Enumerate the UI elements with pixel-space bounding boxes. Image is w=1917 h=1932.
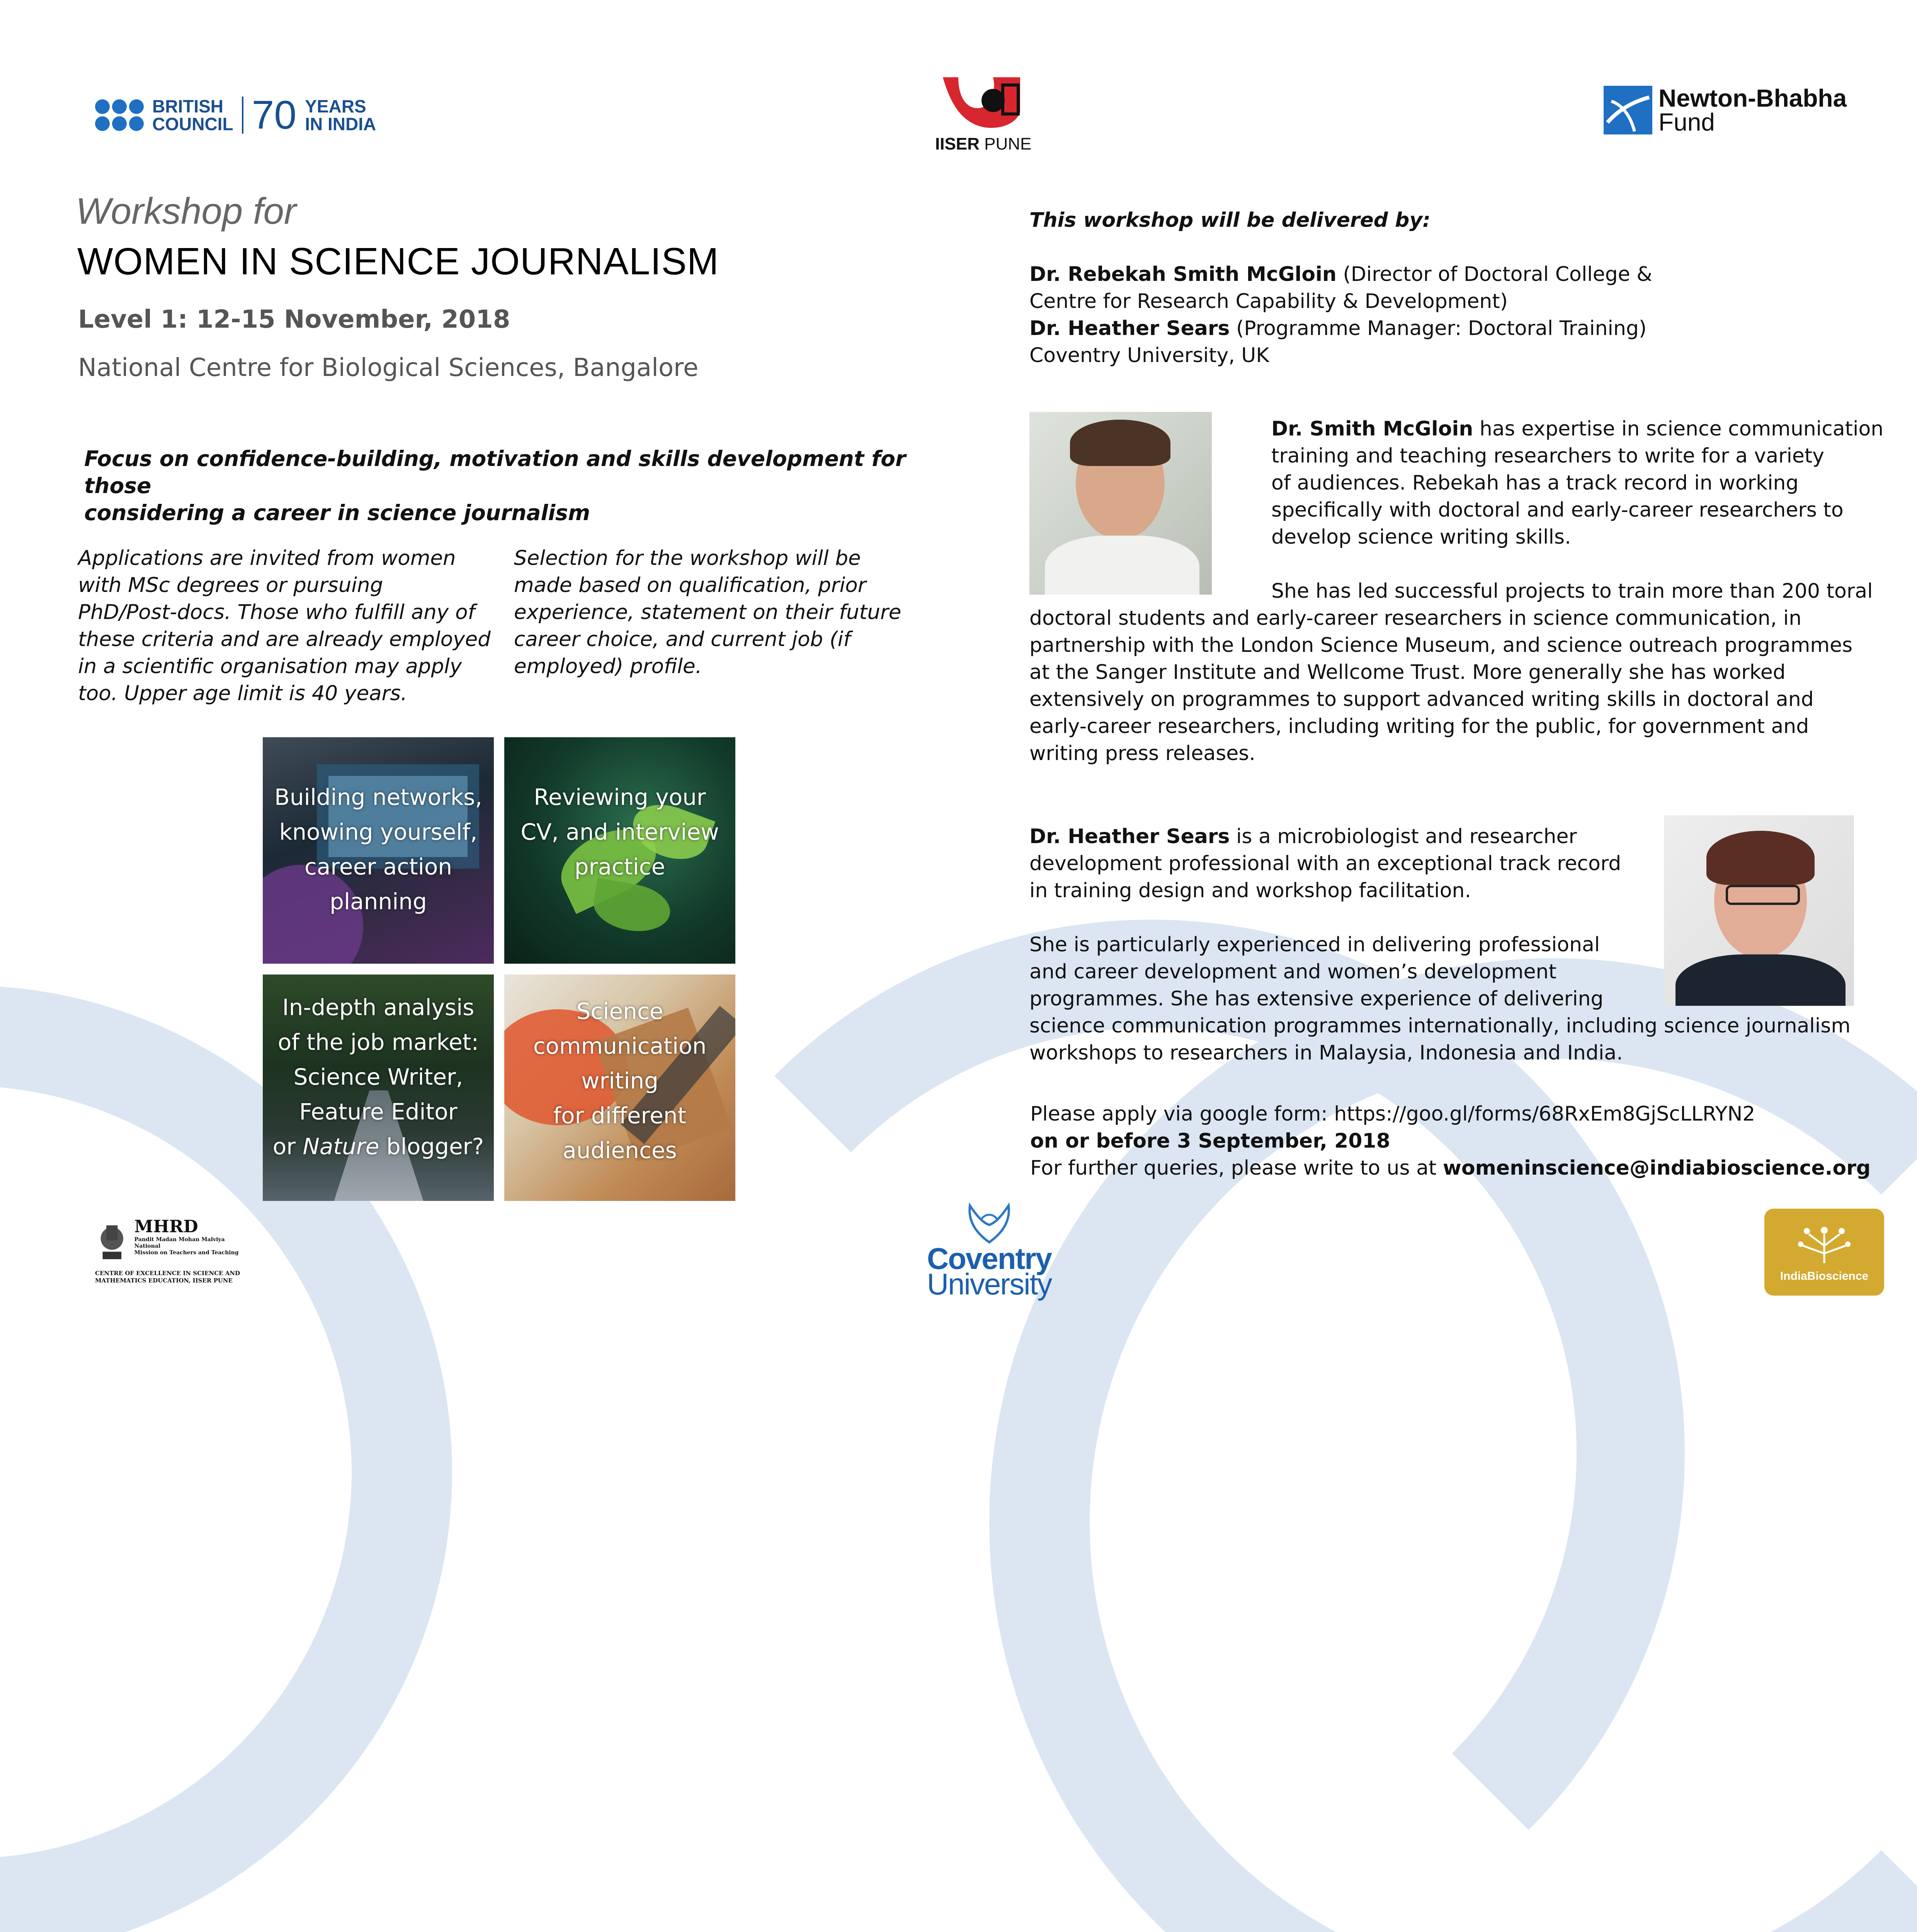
coventry-line2: University: [927, 1267, 1052, 1301]
bio-1-para2-line: extensively on programmes to support advanced writing skills in doctoral and: [1029, 688, 1814, 711]
bio-1-line: of audiences. Rebekah has a track record in working: [1271, 471, 1799, 495]
mhrd-logo: [95, 1217, 250, 1284]
bio-smith-mcgloin-para2: [1029, 578, 1895, 767]
bio-1-para2-line: partnership with the London Science Museum, and science outreach programmes: [1029, 634, 1853, 657]
coventry-line1: Coventry: [927, 1242, 1052, 1276]
tile-cv: [504, 737, 735, 964]
british-council-line2: COUNCIL: [152, 114, 233, 134]
bio-1-para2-line: at the Sanger Institute and Wellcome Trust. More generally she has worked: [1029, 661, 1786, 684]
tile-communication-line: audiences: [563, 1137, 677, 1163]
bio-2-para2-line: programmes. She has extensive experience of delivering: [1029, 987, 1604, 1010]
selection-line: experience, statement on their future: [514, 600, 902, 624]
bio-1-line: develop science writing skills.: [1271, 526, 1571, 549]
tile-communication: [504, 975, 735, 1201]
tile-networks: [263, 737, 494, 964]
page-title: WOMEN IN SCIENCE JOURNALISM: [77, 240, 719, 282]
newton-line2: Fund: [1658, 108, 1715, 136]
bio-1-line: training and teaching researchers to write for a variety: [1271, 444, 1825, 468]
indiabioscience-name: IndiaBioscience: [1780, 1270, 1869, 1282]
bio-2-name: Dr. Heather Sears: [1029, 825, 1230, 848]
iiser-pune-text: PUNE: [979, 134, 1032, 153]
bio-1-para2-line: early-career researchers, including writing for the public, for government and: [1029, 715, 1809, 738]
bio-2-line: development professional with an exceptional track record: [1029, 852, 1621, 875]
tile-job-market-line: Feature Editor: [299, 1099, 458, 1125]
tile-cv-line: CV, and interview: [520, 819, 719, 845]
tree-network-icon: [1795, 1219, 1853, 1265]
mhrd-mission-line2: Mission on Teachers and Teaching: [134, 1250, 239, 1256]
tile-communication-line: writing: [581, 1068, 658, 1094]
photo-heather-sears: [1664, 815, 1854, 1006]
nature-italic: Nature: [303, 1133, 379, 1160]
tile-networks-line: career action: [304, 854, 452, 880]
tile-communication-line: Science: [576, 998, 663, 1024]
coventry-university-logo: [916, 1202, 1063, 1301]
indiabioscience-logo: [1764, 1209, 1884, 1296]
applications-line: with MSc degrees or pursuing: [78, 573, 383, 597]
bio-2-para2-line: science communication programmes internationally, including science journalism: [1029, 1014, 1851, 1037]
british-council-logo: [95, 93, 376, 138]
bio-1-para2-line: writing press releases.: [1029, 742, 1255, 765]
applications-line: Applications are invited from women: [78, 546, 456, 570]
applications-line: in a scientific organisation may apply: [78, 655, 462, 678]
tile-networks-line: knowing yourself,: [279, 819, 478, 845]
newton-fund-icon: [1604, 86, 1652, 134]
selection-paragraph: [514, 545, 939, 680]
applications-paragraph: [78, 545, 519, 707]
bio-2-line: in training design and workshop facilitation.: [1029, 879, 1471, 902]
newton-bhabha-logo: [1604, 86, 1847, 134]
tile-communication-line: communication: [533, 1033, 707, 1059]
newton-line1: Newton-Bhabha: [1658, 84, 1847, 112]
british-council-years-line2: IN INDIA: [305, 114, 376, 134]
bio-1-para2-line: She has led successful projects to train more than 200 toral: [1271, 580, 1873, 603]
tile-job-market-line: Science Writer,: [293, 1064, 463, 1090]
presenter-organisation: Coventry University, UK: [1029, 344, 1269, 367]
contact-email[interactable]: womeninscience@indiabioscience.org: [1442, 1156, 1871, 1180]
apply-section: [1030, 1100, 1900, 1182]
bio-2-para2-line: and career development and women’s development: [1029, 960, 1556, 983]
tile-job-market-line: of the job market:: [277, 1029, 479, 1055]
bio-heather-sears: Dr. Heather Sears is a microbiologist and researcher development professional with an exceptional track record in training design and workshop facilitation. She is particularly experienced in delivering professional and career development and women’s development programmes. She has extensive experience of delivering science communication programmes internationally, including science journalism workshops to researchers in Malaysia, Indonesia and India.: [1029, 823, 1686, 1066]
focus-statement: [84, 445, 950, 526]
british-council-line1: BRITISH: [152, 96, 223, 116]
selection-line: career choice, and current job (if: [514, 628, 850, 651]
workshop-for-heading: Workshop for: [76, 190, 296, 232]
venue: National Centre for Biological Sciences, Bangalore: [78, 354, 699, 382]
bio-smith-mcgloin: Dr. Smith McGloin has expertise in science communication training and teaching researchers to write for a variety of audiences. Rebekah has a track record in working specifically with doctoral and early-career researchers to develop science writing skills.: [1271, 415, 1890, 551]
photo-rebekah-smith-mcgloin: [1029, 412, 1212, 595]
mhrd-centre-line1: CENTRE OF EXCELLENCE IN SCIENCE AND: [95, 1270, 240, 1277]
bio-2-para2-line: workshops to researchers in Malaysia, Indonesia and India.: [1029, 1041, 1623, 1065]
national-emblem-icon: [95, 1217, 129, 1267]
tile-networks-line: Building networks,: [274, 784, 482, 810]
queries-text: For further queries, please write to us at: [1030, 1156, 1443, 1180]
presenter-2-role: (Programme Manager: Doctoral Training): [1230, 317, 1647, 340]
selection-line: employed) profile.: [514, 655, 702, 678]
selection-line: made based on qualification, prior: [514, 573, 866, 597]
mhrd-mission-line1: Pandit Madan Mohan Malviya National: [134, 1236, 225, 1249]
mhrd-centre-line2: MATHEMATICS EDUCATION, IISER PUNE: [95, 1277, 233, 1284]
iiser-emblem-icon: [935, 70, 1024, 135]
tile-job-market-line: In-depth analysis: [282, 994, 475, 1020]
presenter-1-role-line2: Centre for Research Capability & Development): [1029, 290, 1508, 313]
bio-1-para2-line: doctoral students and early-career researchers in science communication, in: [1029, 607, 1802, 630]
british-council-dots-icon: [95, 99, 144, 131]
selection-line: Selection for the workshop will be: [514, 546, 861, 570]
applications-line: these criteria and are already employed: [78, 628, 491, 651]
bio-2-para2-line: She is particularly experienced in delivering professional: [1029, 933, 1600, 956]
tile-networks-line: planning: [330, 888, 427, 915]
presenter-2-name: Dr. Heather Sears: [1029, 317, 1230, 340]
delivered-by-heading: This workshop will be delivered by:: [1029, 209, 1431, 232]
presenter-1-role: (Director of Doctoral College &: [1336, 263, 1652, 286]
tile-job-market: [263, 975, 494, 1201]
iiser-pune-logo: [935, 70, 1036, 154]
tile-communication-line: for different: [553, 1102, 687, 1129]
tile-job-market-line-last: or Nature blogger?: [272, 1133, 484, 1160]
focus-line1: Focus on confidence-building, motivation and skills development for those: [84, 446, 906, 498]
applications-line: PhD/Post-docs. Those who fulfill any of: [78, 600, 475, 624]
british-council-years-line1: YEARS: [305, 96, 366, 116]
delivered-by-section: [1029, 207, 1880, 369]
tile-cv-line: Reviewing your: [534, 784, 706, 810]
apply-link-line[interactable]: Please apply via google form: https://goo.gl/forms/68RxEm8GjScLLRYN2: [1030, 1102, 1755, 1126]
apply-deadline: on or before 3 September, 2018: [1030, 1129, 1390, 1153]
focus-line2: considering a career in science journalism: [84, 500, 590, 525]
iiser-bold-text: IISER: [935, 134, 980, 153]
mhrd-title: MHRD: [134, 1217, 198, 1236]
bio-1-line: specifically with doctoral and early-career researchers to: [1271, 498, 1844, 522]
bio-1-name: Dr. Smith McGloin: [1271, 417, 1473, 440]
level-dates: Level 1: 12-15 November, 2018: [78, 305, 510, 334]
british-council-years-number: 70: [252, 93, 297, 138]
phoenix-icon: [960, 1202, 1018, 1244]
tile-cv-line: practice: [574, 854, 665, 880]
presenter-1-name: Dr. Rebekah Smith McGloin: [1029, 263, 1337, 286]
applications-line: too. Upper age limit is 40 years.: [78, 682, 407, 705]
